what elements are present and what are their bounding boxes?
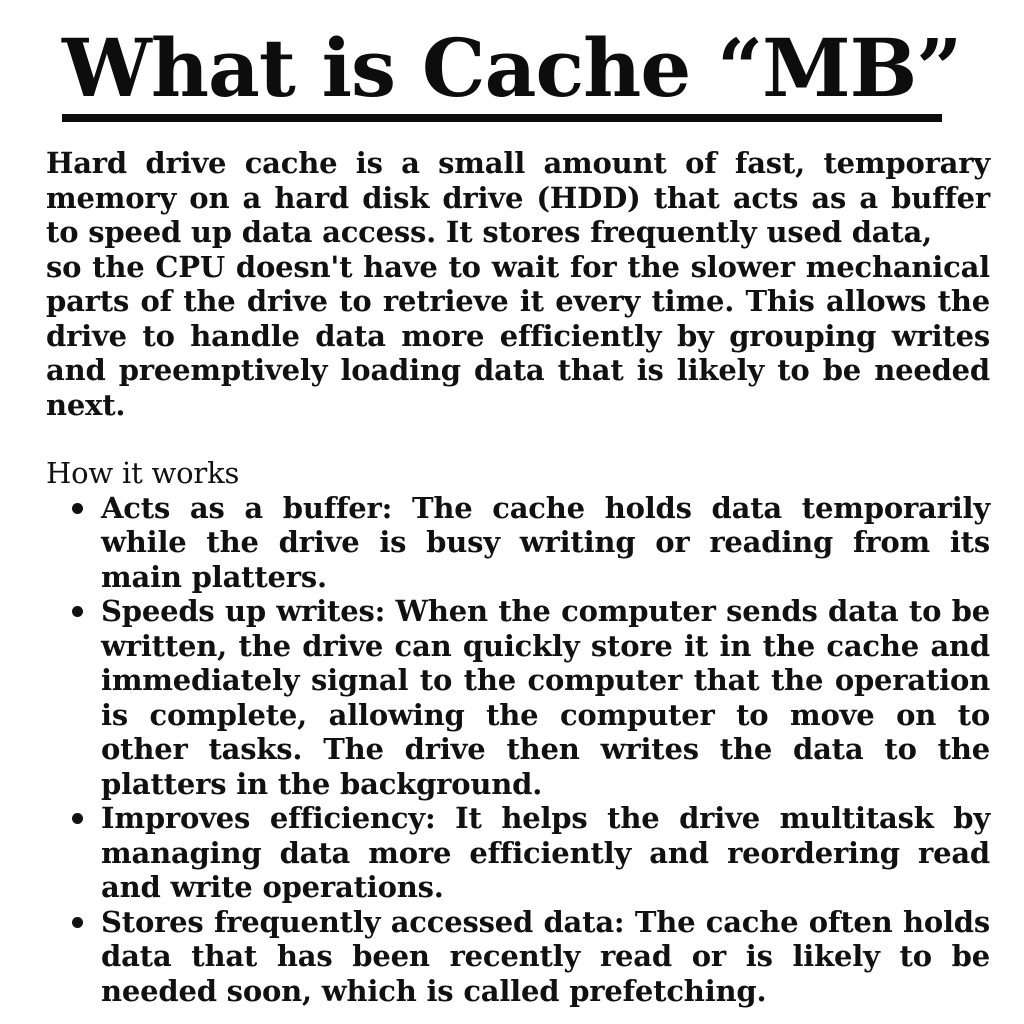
bullet-icon bbox=[72, 813, 83, 824]
intro-text-part-1: Hard drive cache is a small amount of fast, temporary memory on a hard disk drive (HDD) that acts as a buffer to speed up data access. It stores frequently used data, bbox=[46, 146, 990, 249]
list-item bbox=[46, 491, 990, 595]
how-it-works-list bbox=[46, 491, 990, 1009]
page-title: What is Cache “MB” bbox=[62, 21, 962, 115]
list-item-text: Stores frequently accessed data: The cache often holds data that has been recently read or is likely to be needed soon, which is called prefetching. bbox=[101, 904, 990, 1008]
section-heading-how-it-works: How it works bbox=[46, 456, 240, 490]
intro-paragraph bbox=[46, 146, 990, 422]
list-item-text: Improves efficiency: It helps the drive multitask by managing data more efficiently and reordering read and write operations. bbox=[101, 801, 990, 904]
bullet-icon bbox=[72, 503, 83, 514]
list-item bbox=[46, 905, 990, 1009]
list-item-text: Speeds up writes: When the computer sends data to be written, the drive can quickly store it in the cache and immediately signal to the computer that the operation is complete, allowing the computer to move on to other tasks. The drive then writes the data to the platters in the background. bbox=[101, 594, 990, 801]
title-block bbox=[62, 20, 962, 122]
list-item-text: Acts as a buffer: The cache holds data temporarily while the drive is busy writing or reading from its main platters. bbox=[101, 490, 990, 594]
bullet-icon bbox=[72, 917, 83, 928]
list-item bbox=[46, 801, 990, 905]
bullet-icon bbox=[72, 606, 83, 617]
list-item bbox=[46, 594, 990, 801]
intro-text-part-2: so the CPU doesn't have to wait for the slower mechanical parts of the drive to retrieve it every time. This allows the drive to handle data more efficiently by grouping writes and preemptively loading data that is likely to be needed next. bbox=[46, 249, 990, 422]
article-body bbox=[46, 146, 990, 1008]
